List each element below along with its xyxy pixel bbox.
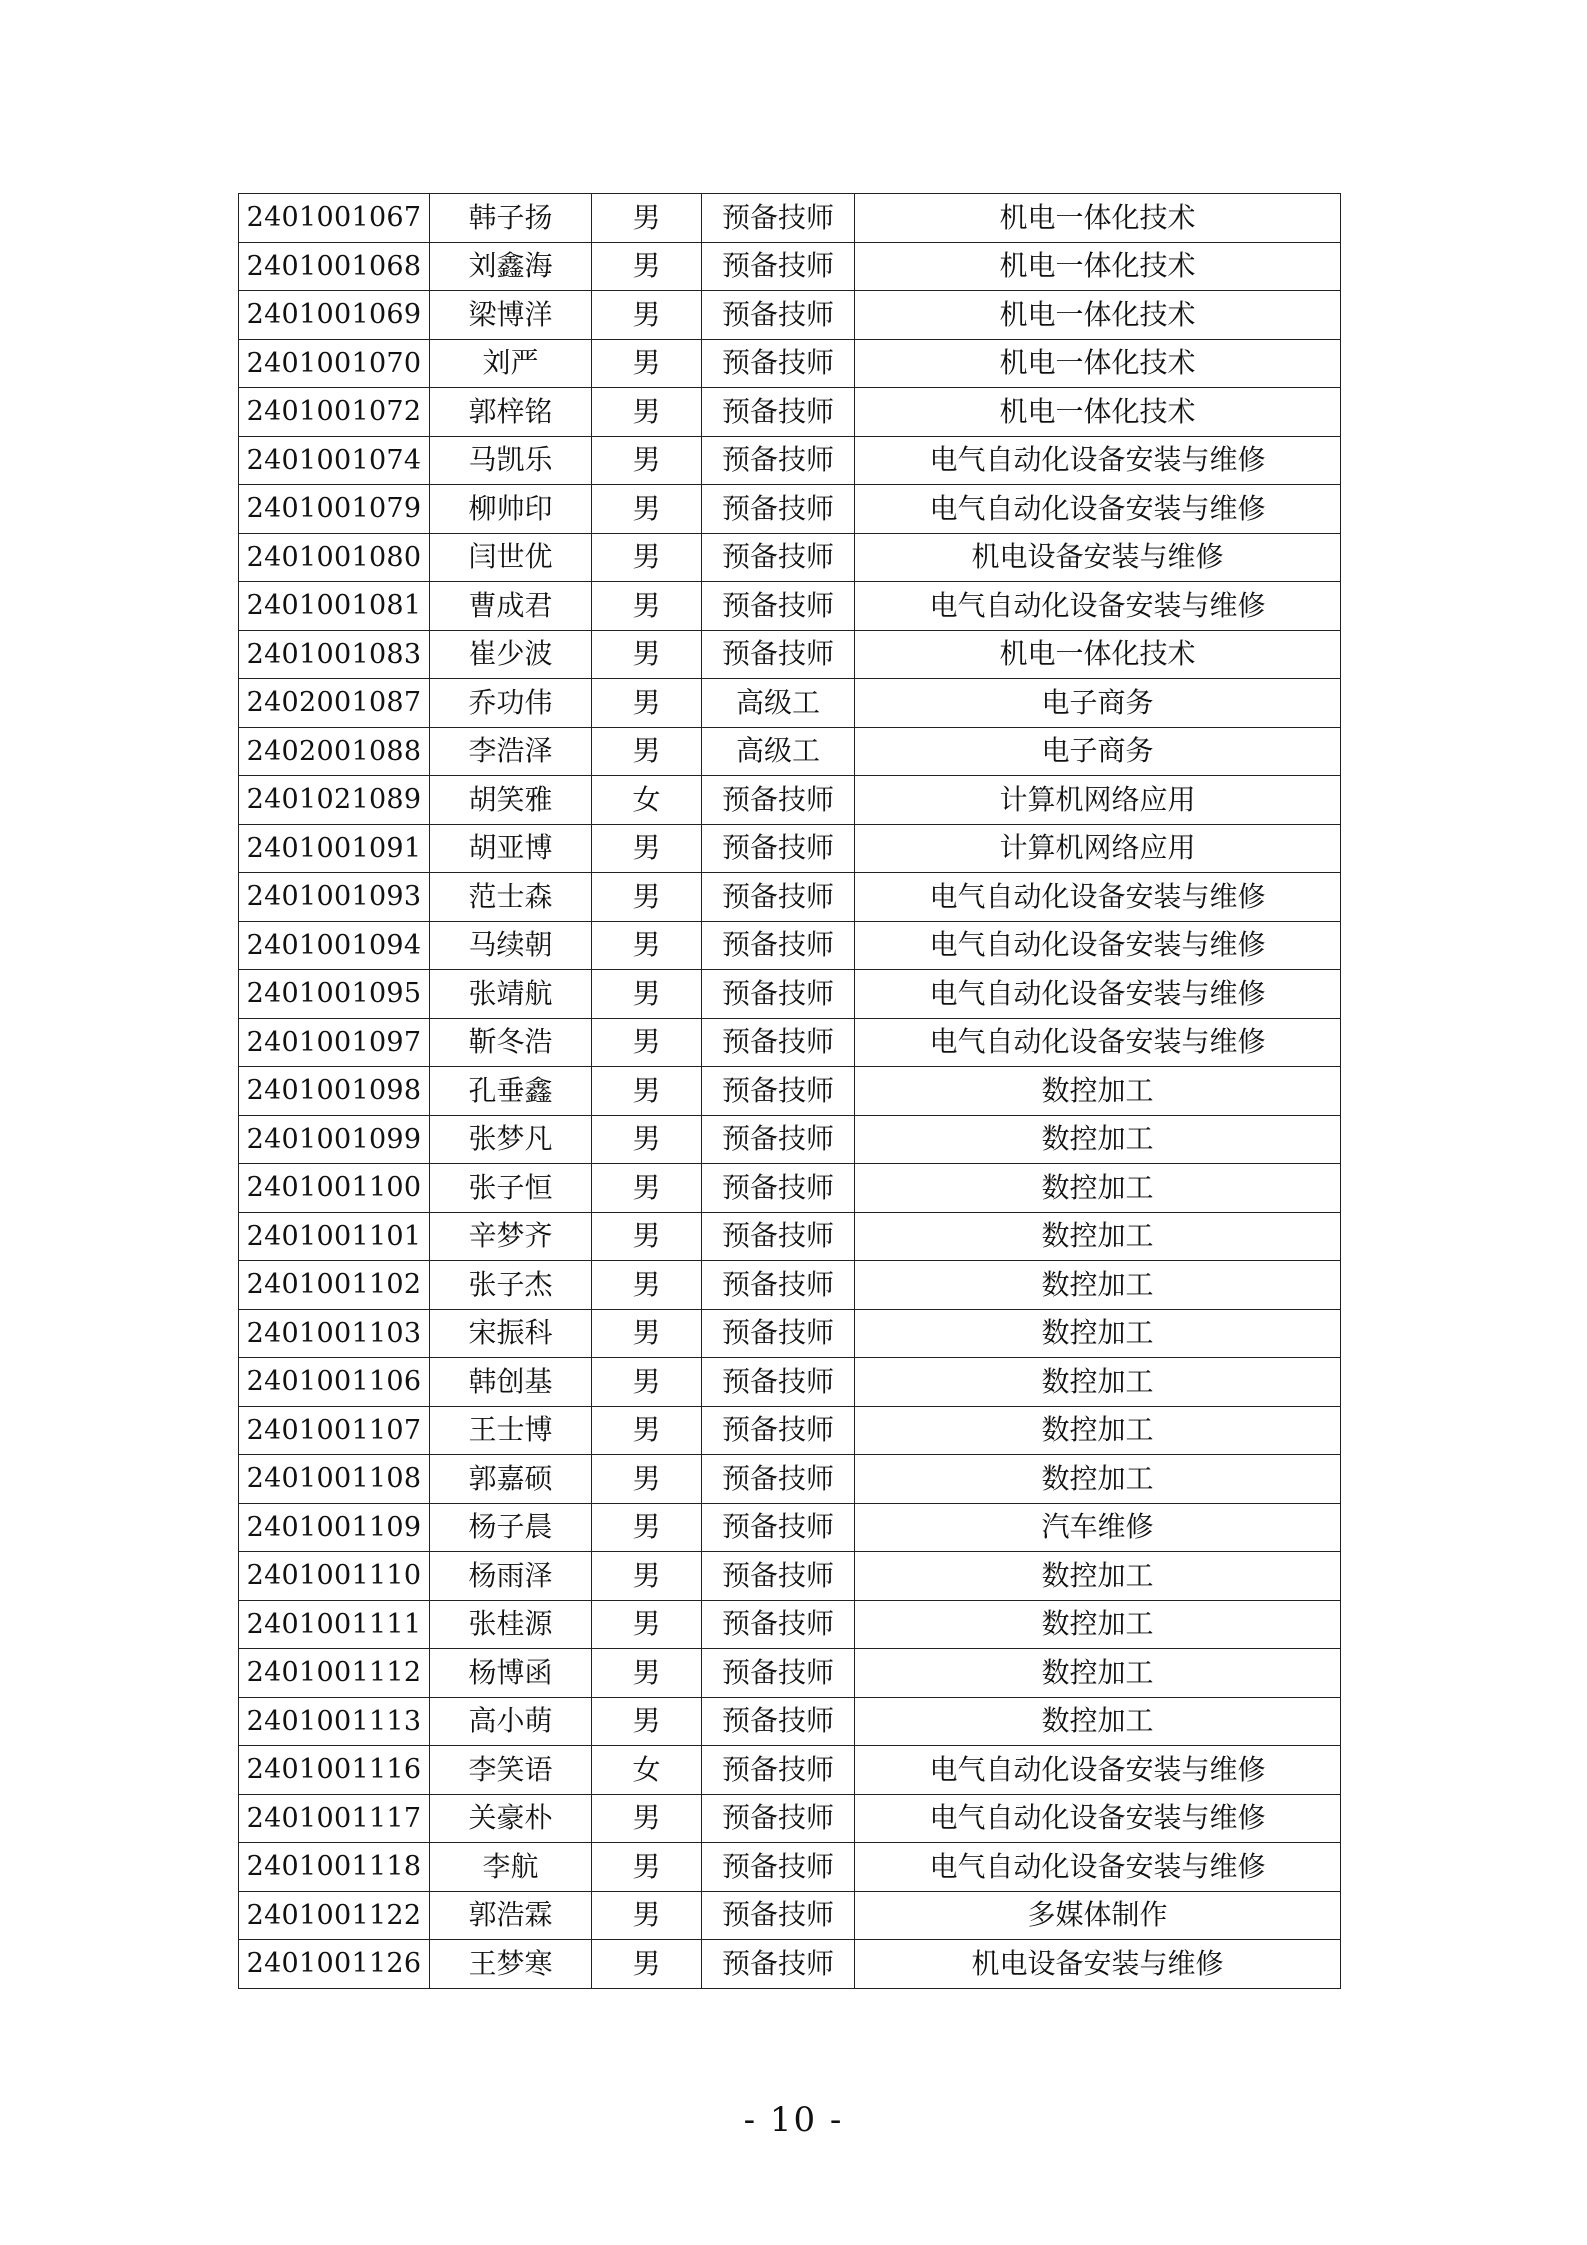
cell-gender: 男 (592, 1843, 702, 1892)
cell-student-id: 2401001072 (239, 388, 430, 437)
cell-gender: 男 (592, 630, 702, 679)
table-row (239, 921, 1341, 970)
cell-gender: 男 (592, 242, 702, 291)
cell-gender: 男 (592, 873, 702, 922)
cell-level: 预备技师 (702, 873, 855, 922)
cell-major: 数控加工 (855, 1552, 1341, 1601)
cell-gender: 男 (592, 1600, 702, 1649)
table-row (239, 1843, 1341, 1892)
cell-student-id: 2401001098 (239, 1067, 430, 1116)
cell-gender: 女 (592, 1746, 702, 1795)
table-row (239, 1940, 1341, 1989)
cell-level: 预备技师 (702, 1212, 855, 1261)
cell-gender: 男 (592, 1067, 702, 1116)
cell-major: 电气自动化设备安装与维修 (855, 1794, 1341, 1843)
cell-major: 机电设备安装与维修 (855, 533, 1341, 582)
cell-level: 预备技师 (702, 1503, 855, 1552)
cell-level: 预备技师 (702, 1018, 855, 1067)
cell-level: 预备技师 (702, 1600, 855, 1649)
cell-student-name: 郭浩霖 (430, 1891, 592, 1940)
table-row (239, 1697, 1341, 1746)
cell-level: 预备技师 (702, 291, 855, 340)
cell-student-id: 2401001081 (239, 582, 430, 631)
cell-student-name: 李浩泽 (430, 727, 592, 776)
cell-student-name: 孔垂鑫 (430, 1067, 592, 1116)
cell-student-name: 刘严 (430, 339, 592, 388)
cell-gender: 男 (592, 1503, 702, 1552)
cell-student-name: 杨子晨 (430, 1503, 592, 1552)
cell-student-id: 2401001116 (239, 1746, 430, 1795)
cell-major: 数控加工 (855, 1309, 1341, 1358)
cell-student-id: 2402001088 (239, 727, 430, 776)
cell-gender: 男 (592, 582, 702, 631)
cell-student-id: 2401001091 (239, 824, 430, 873)
cell-major: 电子商务 (855, 679, 1341, 728)
cell-gender: 男 (592, 727, 702, 776)
cell-gender: 男 (592, 1406, 702, 1455)
cell-student-id: 2401001109 (239, 1503, 430, 1552)
cell-level: 预备技师 (702, 1891, 855, 1940)
cell-student-name: 张子杰 (430, 1261, 592, 1310)
cell-major: 机电一体化技术 (855, 242, 1341, 291)
table-row (239, 242, 1341, 291)
cell-student-id: 2401001110 (239, 1552, 430, 1601)
table-row (239, 1455, 1341, 1504)
cell-level: 预备技师 (702, 1358, 855, 1407)
cell-major: 数控加工 (855, 1697, 1341, 1746)
cell-level: 预备技师 (702, 1455, 855, 1504)
cell-major: 数控加工 (855, 1600, 1341, 1649)
cell-student-name: 马凯乐 (430, 436, 592, 485)
table-row (239, 1503, 1341, 1552)
cell-level: 预备技师 (702, 194, 855, 243)
cell-student-id: 2401001108 (239, 1455, 430, 1504)
cell-student-id: 2401021089 (239, 776, 430, 825)
cell-level: 预备技师 (702, 1649, 855, 1698)
cell-major: 数控加工 (855, 1212, 1341, 1261)
cell-student-id: 2401001069 (239, 291, 430, 340)
cell-student-id: 2401001117 (239, 1794, 430, 1843)
roster-body (239, 194, 1341, 1989)
cell-level: 预备技师 (702, 1940, 855, 1989)
cell-level: 预备技师 (702, 1261, 855, 1310)
cell-gender: 男 (592, 824, 702, 873)
table-row (239, 824, 1341, 873)
cell-level: 预备技师 (702, 776, 855, 825)
cell-student-id: 2402001087 (239, 679, 430, 728)
cell-gender: 男 (592, 1794, 702, 1843)
cell-student-id: 2401001112 (239, 1649, 430, 1698)
table-row (239, 1164, 1341, 1213)
table-row (239, 1552, 1341, 1601)
cell-major: 电气自动化设备安装与维修 (855, 485, 1341, 534)
cell-student-id: 2401001083 (239, 630, 430, 679)
cell-major: 机电一体化技术 (855, 339, 1341, 388)
cell-major: 机电一体化技术 (855, 630, 1341, 679)
cell-student-id: 2401001113 (239, 1697, 430, 1746)
cell-major: 机电一体化技术 (855, 194, 1341, 243)
cell-level: 预备技师 (702, 436, 855, 485)
cell-gender: 男 (592, 1212, 702, 1261)
table-row (239, 1600, 1341, 1649)
cell-major: 电气自动化设备安装与维修 (855, 970, 1341, 1019)
cell-major: 计算机网络应用 (855, 824, 1341, 873)
cell-gender: 男 (592, 485, 702, 534)
table-row (239, 873, 1341, 922)
cell-level: 预备技师 (702, 1406, 855, 1455)
cell-gender: 男 (592, 533, 702, 582)
cell-student-name: 马续朝 (430, 921, 592, 970)
cell-major: 机电一体化技术 (855, 291, 1341, 340)
cell-major: 电气自动化设备安装与维修 (855, 1018, 1341, 1067)
cell-gender: 男 (592, 1649, 702, 1698)
cell-student-id: 2401001099 (239, 1115, 430, 1164)
cell-level: 预备技师 (702, 1115, 855, 1164)
cell-student-name: 张桂源 (430, 1600, 592, 1649)
cell-major: 机电一体化技术 (855, 388, 1341, 437)
cell-level: 预备技师 (702, 242, 855, 291)
table-row (239, 1891, 1341, 1940)
cell-level: 预备技师 (702, 921, 855, 970)
cell-student-id: 2401001097 (239, 1018, 430, 1067)
cell-student-id: 2401001122 (239, 1891, 430, 1940)
cell-major: 电气自动化设备安装与维修 (855, 1746, 1341, 1795)
cell-gender: 女 (592, 776, 702, 825)
cell-student-name: 王士博 (430, 1406, 592, 1455)
table-row (239, 630, 1341, 679)
cell-student-id: 2401001074 (239, 436, 430, 485)
cell-major: 多媒体制作 (855, 1891, 1341, 1940)
table-row (239, 291, 1341, 340)
table-row (239, 1406, 1341, 1455)
table-row (239, 533, 1341, 582)
cell-student-name: 辛梦齐 (430, 1212, 592, 1261)
cell-student-id: 2401001067 (239, 194, 430, 243)
table-row (239, 485, 1341, 534)
cell-level: 预备技师 (702, 533, 855, 582)
cell-student-name: 杨博函 (430, 1649, 592, 1698)
cell-student-name: 范士森 (430, 873, 592, 922)
cell-student-id: 2401001100 (239, 1164, 430, 1213)
cell-student-name: 郭梓铭 (430, 388, 592, 437)
table-row (239, 1358, 1341, 1407)
cell-gender: 男 (592, 1891, 702, 1940)
cell-level: 预备技师 (702, 824, 855, 873)
cell-student-name: 李笑语 (430, 1746, 592, 1795)
cell-level: 预备技师 (702, 339, 855, 388)
table-row (239, 1649, 1341, 1698)
cell-major: 数控加工 (855, 1455, 1341, 1504)
cell-level: 高级工 (702, 727, 855, 776)
cell-student-id: 2401001101 (239, 1212, 430, 1261)
table-row (239, 1115, 1341, 1164)
cell-student-name: 胡笑雅 (430, 776, 592, 825)
cell-student-name: 王梦寒 (430, 1940, 592, 1989)
cell-student-id: 2401001080 (239, 533, 430, 582)
cell-gender: 男 (592, 1552, 702, 1601)
cell-gender: 男 (592, 1309, 702, 1358)
cell-level: 预备技师 (702, 970, 855, 1019)
cell-gender: 男 (592, 679, 702, 728)
cell-student-id: 2401001093 (239, 873, 430, 922)
cell-level: 预备技师 (702, 630, 855, 679)
cell-major: 数控加工 (855, 1067, 1341, 1116)
cell-major: 数控加工 (855, 1649, 1341, 1698)
cell-student-id: 2401001107 (239, 1406, 430, 1455)
cell-gender: 男 (592, 1018, 702, 1067)
cell-major: 数控加工 (855, 1164, 1341, 1213)
cell-student-name: 闫世优 (430, 533, 592, 582)
cell-major: 数控加工 (855, 1406, 1341, 1455)
cell-gender: 男 (592, 436, 702, 485)
table-row (239, 970, 1341, 1019)
table-row (239, 727, 1341, 776)
table-row (239, 436, 1341, 485)
table-row (239, 194, 1341, 243)
cell-student-id: 2401001103 (239, 1309, 430, 1358)
table-row (239, 388, 1341, 437)
cell-major: 电子商务 (855, 727, 1341, 776)
cell-student-name: 郭嘉硕 (430, 1455, 592, 1504)
cell-student-name: 崔少波 (430, 630, 592, 679)
cell-major: 计算机网络应用 (855, 776, 1341, 825)
cell-student-name: 韩创基 (430, 1358, 592, 1407)
cell-gender: 男 (592, 1261, 702, 1310)
table-row (239, 1309, 1341, 1358)
page-number: - 10 - (743, 2100, 844, 2140)
cell-gender: 男 (592, 339, 702, 388)
cell-level: 预备技师 (702, 1067, 855, 1116)
cell-gender: 男 (592, 1697, 702, 1746)
cell-gender: 男 (592, 921, 702, 970)
cell-student-name: 高小萌 (430, 1697, 592, 1746)
cell-student-name: 宋振科 (430, 1309, 592, 1358)
cell-student-name: 曹成君 (430, 582, 592, 631)
cell-student-id: 2401001068 (239, 242, 430, 291)
cell-major: 电气自动化设备安装与维修 (855, 873, 1341, 922)
cell-level: 高级工 (702, 679, 855, 728)
cell-major: 数控加工 (855, 1261, 1341, 1310)
cell-student-name: 柳帅印 (430, 485, 592, 534)
cell-level: 预备技师 (702, 1697, 855, 1746)
table-row (239, 1794, 1341, 1843)
table-row (239, 1261, 1341, 1310)
cell-major: 数控加工 (855, 1115, 1341, 1164)
cell-level: 预备技师 (702, 1746, 855, 1795)
cell-major: 数控加工 (855, 1358, 1341, 1407)
cell-gender: 男 (592, 1358, 702, 1407)
cell-major: 汽车维修 (855, 1503, 1341, 1552)
table-row (239, 679, 1341, 728)
cell-major: 电气自动化设备安装与维修 (855, 1843, 1341, 1892)
cell-level: 预备技师 (702, 1309, 855, 1358)
cell-major: 电气自动化设备安装与维修 (855, 921, 1341, 970)
cell-level: 预备技师 (702, 1552, 855, 1601)
cell-level: 预备技师 (702, 1164, 855, 1213)
cell-student-id: 2401001079 (239, 485, 430, 534)
cell-student-name: 张梦凡 (430, 1115, 592, 1164)
cell-student-name: 梁博洋 (430, 291, 592, 340)
table-row (239, 582, 1341, 631)
cell-gender: 男 (592, 1940, 702, 1989)
cell-gender: 男 (592, 970, 702, 1019)
cell-student-name: 张靖航 (430, 970, 592, 1019)
cell-student-id: 2401001094 (239, 921, 430, 970)
cell-gender: 男 (592, 388, 702, 437)
cell-student-name: 韩子扬 (430, 194, 592, 243)
cell-student-name: 张子恒 (430, 1164, 592, 1213)
student-roster-table (238, 193, 1341, 1989)
table-row (239, 1067, 1341, 1116)
cell-gender: 男 (592, 1455, 702, 1504)
cell-level: 预备技师 (702, 582, 855, 631)
cell-student-id: 2401001118 (239, 1843, 430, 1892)
cell-student-name: 关豪朴 (430, 1794, 592, 1843)
table-row (239, 339, 1341, 388)
cell-student-id: 2401001095 (239, 970, 430, 1019)
cell-level: 预备技师 (702, 1843, 855, 1892)
cell-major: 电气自动化设备安装与维修 (855, 436, 1341, 485)
table-row (239, 776, 1341, 825)
cell-student-id: 2401001106 (239, 1358, 430, 1407)
cell-level: 预备技师 (702, 388, 855, 437)
table-row (239, 1746, 1341, 1795)
cell-major: 电气自动化设备安装与维修 (855, 582, 1341, 631)
cell-student-name: 胡亚博 (430, 824, 592, 873)
cell-student-name: 乔功伟 (430, 679, 592, 728)
cell-student-id: 2401001070 (239, 339, 430, 388)
table-row (239, 1212, 1341, 1261)
cell-gender: 男 (592, 1115, 702, 1164)
cell-student-name: 靳冬浩 (430, 1018, 592, 1067)
cell-student-id: 2401001102 (239, 1261, 430, 1310)
cell-student-name: 李航 (430, 1843, 592, 1892)
cell-student-name: 刘鑫海 (430, 242, 592, 291)
cell-gender: 男 (592, 291, 702, 340)
cell-gender: 男 (592, 1164, 702, 1213)
cell-student-name: 杨雨泽 (430, 1552, 592, 1601)
cell-major: 机电设备安装与维修 (855, 1940, 1341, 1989)
cell-student-id: 2401001111 (239, 1600, 430, 1649)
cell-level: 预备技师 (702, 1794, 855, 1843)
table-row (239, 1018, 1341, 1067)
cell-level: 预备技师 (702, 485, 855, 534)
cell-student-id: 2401001126 (239, 1940, 430, 1989)
cell-gender: 男 (592, 194, 702, 243)
